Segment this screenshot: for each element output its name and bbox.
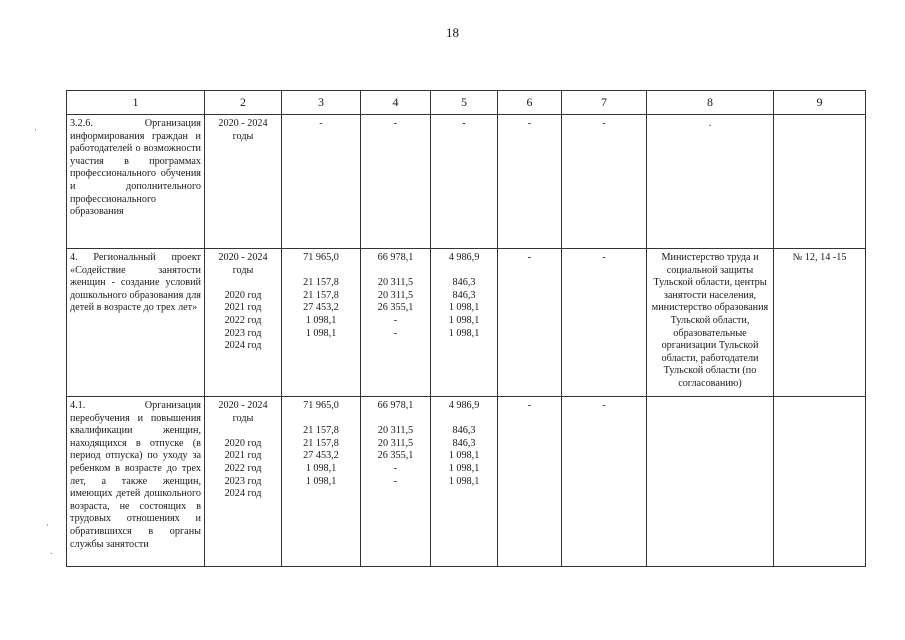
year-label: 2020 год (224, 437, 262, 449)
measure-name: 4.1. Организация переобучения и повышения квалификации женщин, находящихся в отпуске (в период отпуска) по уходу за ребенком в возрасте до трех лет, а также женщин, имеющих детей дошкольного возраста, не состоящих в трудовых отношениях и обратившихся в органы службы занятости (67, 397, 205, 567)
yearly-value: 26 355,1 (377, 450, 414, 462)
yearly-value: 1 098,1 (448, 450, 480, 462)
margin-mark: · (46, 520, 49, 530)
indicator-cell: № 12, 14 -15 (774, 249, 866, 397)
yearly-value: 1 098,1 (305, 462, 337, 474)
yearly-value: 27 453,2 (303, 302, 339, 314)
regional-funding-cell: - (431, 115, 498, 249)
federal-funding-cell (361, 249, 431, 397)
year-label: 2021 год (224, 302, 262, 314)
header-row (67, 91, 866, 115)
yearly-value: 846,3 (452, 277, 476, 289)
year-label: 2021 год (224, 450, 262, 462)
column-6-cell: - (498, 249, 562, 397)
header-cell-4: 4 (361, 91, 431, 115)
yearly-value: 1 098,1 (448, 475, 480, 487)
total-value: 66 978,1 (377, 252, 414, 263)
year-label: 2024 год (224, 340, 262, 352)
header-cell-1: 1 (67, 91, 205, 115)
total-value: 71 965,0 (303, 252, 339, 263)
yearly-value: 1 098,1 (448, 462, 480, 474)
period-text: 2020 - 2024 годы (218, 400, 268, 424)
table-row (67, 397, 866, 567)
yearly-value: 846,3 (452, 437, 476, 449)
year-label: 2023 год (224, 475, 262, 487)
header-cell-3: 3 (282, 91, 361, 115)
year-label: 2020 год (224, 289, 262, 301)
responsible-cell: . (647, 115, 774, 249)
yearly-value: - (393, 475, 398, 487)
column-6-cell: - (498, 115, 562, 249)
yearly-value: 26 355,1 (377, 302, 414, 314)
year-label: 2022 год (224, 462, 262, 474)
yearly-value: 20 311,5 (377, 289, 414, 301)
yearly-value: 21 157,8 (303, 277, 339, 289)
yearly-value: - (393, 314, 398, 326)
yearly-value: 27 453,2 (303, 450, 339, 462)
yearly-value: 1 098,1 (305, 314, 337, 326)
federal-funding-cell (361, 397, 431, 567)
yearly-value: - (393, 327, 398, 339)
yearly-value: 846,3 (452, 289, 476, 301)
responsible-cell (647, 397, 774, 567)
yearly-value: 20 311,5 (377, 437, 414, 449)
header-cell-9: 9 (774, 91, 866, 115)
total-funding-cell (282, 249, 361, 397)
period-cell (205, 249, 282, 397)
page-number: 18 (446, 25, 459, 40)
regional-funding-cell (431, 249, 498, 397)
indicator-cell (774, 115, 866, 249)
header-cell-5: 5 (431, 91, 498, 115)
yearly-value: 21 157,8 (303, 437, 339, 449)
measure-name: 3.2.6. Организация информирования граждан и работодателей о возможности участия в программах профессионального обучения и дополнительного профессионального образования (67, 115, 205, 249)
total-funding-cell (282, 397, 361, 567)
regional-funding-cell (431, 397, 498, 567)
margin-mark: · (34, 125, 37, 135)
yearly-value: 21 157,8 (303, 289, 339, 301)
table-row (67, 115, 866, 249)
header-cell-8: 8 (647, 91, 774, 115)
total-funding-cell: - (282, 115, 361, 249)
margin-mark: . (50, 546, 53, 556)
yearly-value: 21 157,8 (303, 425, 339, 437)
header-cell-6: 6 (498, 91, 562, 115)
header-cell-2: 2 (205, 91, 282, 115)
yearly-value: - (393, 462, 398, 474)
yearly-value: 1 098,1 (305, 327, 337, 339)
yearly-value: 846,3 (452, 425, 476, 437)
responsible-cell: Министерство труда и социальной защиты Тульской области, центры занятости населения, министерство образования Тульской области, образовательные организации Тульской области, работодатели Тульской области (по согласованию) (647, 249, 774, 397)
indicator-cell (774, 397, 866, 567)
federal-funding-cell: - (361, 115, 431, 249)
measure-name: 4. Региональный проект «Содействие занятости женщин - создание условий дошкольного образования для детей в возрасте до трех лет» (67, 249, 205, 397)
period-cell (205, 397, 282, 567)
yearly-value: 1 098,1 (448, 327, 480, 339)
program-table (66, 90, 866, 567)
yearly-value: 1 098,1 (448, 302, 480, 314)
yearly-value: 20 311,5 (377, 277, 414, 289)
column-7-cell: - (562, 397, 647, 567)
total-value: 66 978,1 (377, 400, 414, 411)
year-label: 2024 год (224, 488, 262, 500)
yearly-value: 1 098,1 (305, 475, 337, 487)
period-cell: 2020 - 2024 годы (205, 115, 282, 249)
year-label: 2023 год (224, 327, 262, 339)
total-value: 4 986,9 (448, 400, 480, 411)
yearly-value: 20 311,5 (377, 425, 414, 437)
header-cell-7: 7 (562, 91, 647, 115)
column-7-cell: - (562, 249, 647, 397)
total-value: 71 965,0 (303, 400, 339, 411)
year-label: 2022 год (224, 314, 262, 326)
column-7-cell: - (562, 115, 647, 249)
total-value: 4 986,9 (448, 252, 480, 263)
column-6-cell: - (498, 397, 562, 567)
period-text: 2020 - 2024 годы (218, 252, 268, 276)
yearly-value: 1 098,1 (448, 314, 480, 326)
table-row (67, 249, 866, 397)
